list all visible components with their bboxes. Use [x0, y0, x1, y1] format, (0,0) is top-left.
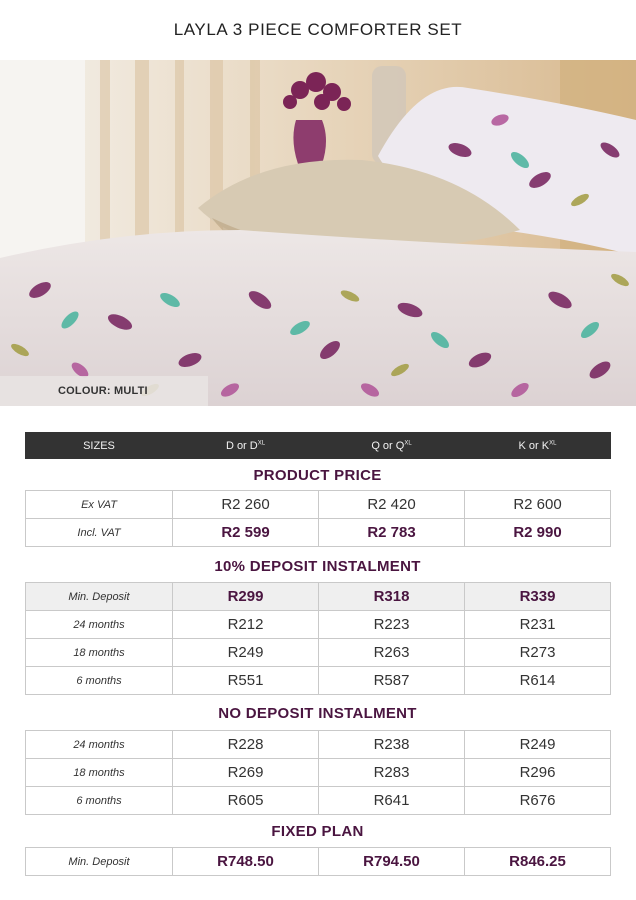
row-label: Ex VAT	[26, 491, 173, 519]
price-cell: R2 990	[465, 519, 611, 547]
price-cell: R296	[465, 759, 611, 787]
row-label: 24 months	[26, 611, 173, 639]
price-cell: R2 420	[319, 491, 465, 519]
table-row	[26, 611, 611, 639]
price-cell: R587	[319, 667, 465, 695]
table-row	[26, 787, 611, 815]
row-label: Min. Deposit	[26, 583, 173, 611]
no-deposit-instalment-table	[25, 730, 611, 815]
section-title-fixed-plan: FIXED PLAN	[271, 823, 364, 840]
colour-label: COLOUR: MULTI	[0, 376, 208, 406]
price-cell: R2 600	[465, 491, 611, 519]
price-cell: R318	[319, 583, 465, 611]
sizes-header	[25, 432, 611, 459]
price-cell: R299	[173, 583, 319, 611]
row-label: 6 months	[26, 787, 173, 815]
row-label: 6 months	[26, 667, 173, 695]
price-cell: R249	[465, 731, 611, 759]
price-cell: R238	[319, 731, 465, 759]
price-cell: R273	[465, 639, 611, 667]
product-price-table	[25, 490, 611, 547]
price-cell: R263	[319, 639, 465, 667]
table-row	[26, 759, 611, 787]
price-cell: R231	[465, 611, 611, 639]
table-row	[26, 491, 611, 519]
price-cell: R212	[173, 611, 319, 639]
row-label: Min. Deposit	[26, 848, 173, 876]
table-row	[26, 848, 611, 876]
price-cell: R2 599	[173, 519, 319, 547]
price-cell: R676	[465, 787, 611, 815]
price-cell: R846.25	[465, 848, 611, 876]
price-cell: R2 783	[319, 519, 465, 547]
product-photo	[0, 60, 636, 406]
section-title-no-deposit-instalment: NO DEPOSIT INSTALMENT	[218, 705, 417, 722]
size-queen: Q or $Q^{XL}$	[319, 433, 465, 459]
table-row	[26, 667, 611, 695]
table-row	[26, 583, 611, 611]
fixed-plan-table	[25, 847, 611, 876]
price-cell: R748.50	[173, 848, 319, 876]
price-cell: R223	[319, 611, 465, 639]
price-cell: R228	[173, 731, 319, 759]
price-cell: R614	[465, 667, 611, 695]
row-label: 18 months	[26, 759, 173, 787]
section-title-product-price: PRODUCT PRICE	[253, 467, 382, 484]
row-label: 18 months	[26, 639, 173, 667]
row-label: 24 months	[26, 731, 173, 759]
price-cell: R269	[173, 759, 319, 787]
deposit-instalment-table	[25, 582, 611, 695]
price-cell: R794.50	[319, 848, 465, 876]
table-row	[26, 519, 611, 547]
sizes-label: SIZES	[26, 433, 173, 459]
section-title-deposit-instalment: 10% DEPOSIT INSTALMENT	[214, 558, 421, 575]
page-title: LAYLA 3 PIECE COMFORTER SET	[173, 20, 463, 39]
price-cell: R605	[173, 787, 319, 815]
table-row	[26, 731, 611, 759]
price-cell: R283	[319, 759, 465, 787]
table-row	[26, 639, 611, 667]
price-cell: R641	[319, 787, 465, 815]
price-cell: R551	[173, 667, 319, 695]
price-cell: R2 260	[173, 491, 319, 519]
size-king: K or $K^{XL}$	[465, 433, 611, 459]
row-label: Incl. VAT	[26, 519, 173, 547]
size-double: D or $D^{XL}$	[173, 433, 319, 459]
price-cell: R249	[173, 639, 319, 667]
price-cell: R339	[465, 583, 611, 611]
